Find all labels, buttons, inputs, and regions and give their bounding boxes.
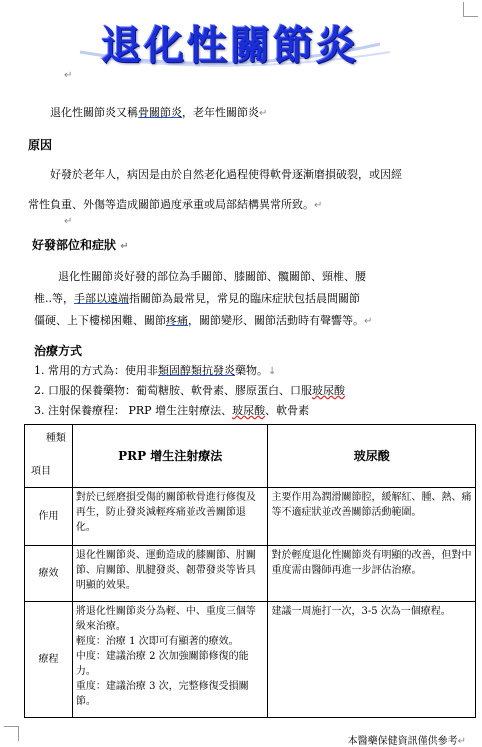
row-label: 療程 <box>25 602 73 718</box>
footer-disclaimer: 本醫藥保健資訊僅供參考↵ <box>347 736 466 747</box>
cause-heading: 原因 <box>28 138 53 152</box>
treatment-course-line: 將退化性關節炎分為輕、中、重度三個等級來治療。 <box>75 606 256 632</box>
table-corner-cell: 種類 項目 <box>25 425 73 488</box>
sites-line-3: 僵硬、上下樓梯困難、關節疼痛，關節變形、關節活動時有聲響等。↵ <box>34 314 373 327</box>
table-row <box>25 488 476 546</box>
comparison-table <box>24 424 476 718</box>
page-corner-mark <box>4 726 19 741</box>
table-cell: 對於已經磨損受傷的關節軟骨進行修復及再生，防止發炎減輕疼痛並改善關節退化。 <box>72 488 268 546</box>
table-row <box>25 602 476 718</box>
treatment-course-line: 中度：建議治療 2 次加強關節修復的能力。 <box>75 651 249 677</box>
paragraph-mark: ↵ <box>64 70 73 81</box>
table-cell: 建議一周施打一次，3-5 次為一個療程。 <box>268 602 476 718</box>
cause-line-2: 常性負重、外傷等造成關節過度承重或局部結構異常所致。↵ <box>28 198 323 211</box>
sites-line-1: 退化性關節炎好發的部位為手關節、膝關節、髖關節、頸椎、腰 <box>58 270 366 283</box>
treatment-course-line: 重度：建議治療 3 次，完整修復受損關節。 <box>75 681 249 707</box>
treatment-course-line: 輕度：治療 1 次即可有顯著的療效。 <box>75 636 239 647</box>
treatment-item-3: 3. 注射保養療程： PRP 增生注射療法、玻尿酸、軟骨素 <box>34 404 310 417</box>
sites-line-2: 椎..等，手部以遠端指關節為最常見，常見的臨床症狀包括晨間關節 <box>34 292 360 305</box>
table-header-hyaluronic: 玻尿酸 <box>268 425 476 488</box>
treatment-item-1: 1. 常用的方式為：使用非類固醇類抗發炎藥物。↓ <box>34 364 277 377</box>
table-cell: 主要作用為潤滑關節腔，緩解紅、腫、熱、痛等不適症狀並改善關節活動範圍。 <box>268 488 476 546</box>
table-row <box>25 546 476 602</box>
cause-line-1: 好發於老年人，病因是由於自然老化過程使得軟骨逐漸磨損破裂，或因經 <box>50 168 402 181</box>
page-title: 退化性關節炎 <box>101 23 359 69</box>
table-header-prp: PRP 增生注射療法 <box>72 425 268 488</box>
intro-line: 退化性關節炎又稱骨關節炎，老年性關節炎↵ <box>50 106 268 119</box>
table-cell <box>72 602 268 718</box>
sites-heading: 好發部位和症狀 ↵ <box>32 238 129 252</box>
row-label: 作用 <box>25 488 73 546</box>
table-cell: 退化性關節炎、運動造成的膝關節、肘關節、肩關節、肌腱發炎、韌帶發炎等皆具明顯的效果。 <box>72 546 268 602</box>
title-wordart <box>60 8 400 68</box>
page-corner-mark <box>463 2 478 17</box>
table-header-row <box>25 425 476 488</box>
treatment-heading: 治療方式 <box>34 344 83 358</box>
treatment-item-2: 2. 口服的保養藥物：葡萄糖胺、軟骨素、膠原蛋白、口服玻尿酸 <box>34 384 345 397</box>
paragraph-mark: ↵ <box>64 216 73 227</box>
table-cell: 對於輕度退化性關節炎有明顯的改善，但對中重度需由醫師再進一步評估治療。 <box>268 546 476 602</box>
row-label: 療效 <box>25 546 73 602</box>
